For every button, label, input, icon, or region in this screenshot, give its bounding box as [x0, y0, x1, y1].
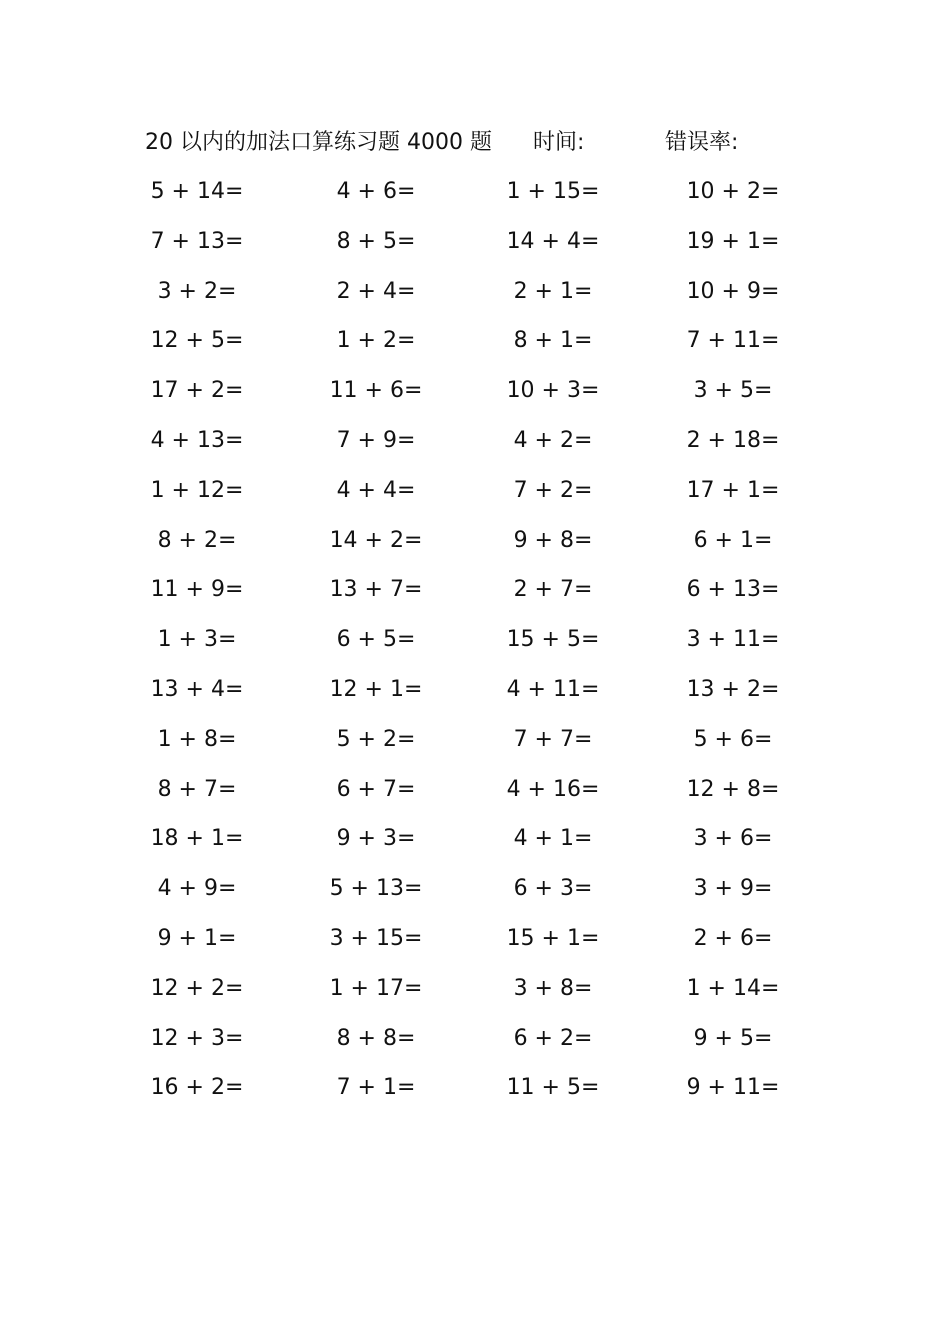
- problem-item: 3 + 2=: [157, 278, 237, 304]
- problem-item: 4 + 1=: [513, 826, 593, 852]
- problem-item: 8 + 2=: [157, 527, 237, 553]
- problem-item: 8 + 7=: [157, 776, 237, 802]
- problem-item: 6 + 1=: [693, 527, 773, 553]
- problem-item: 12 + 5=: [150, 328, 244, 354]
- problem-row: [0, 473, 950, 523]
- problem-item: 5 + 6=: [693, 726, 773, 752]
- problem-row: [0, 871, 950, 921]
- worksheet-header: [0, 126, 950, 160]
- problem-item: 10 + 2=: [686, 179, 780, 204]
- problem-item: 17 + 2=: [150, 378, 244, 404]
- problem-row: [0, 224, 950, 274]
- problem-item: 4 + 13=: [150, 427, 244, 453]
- problem-item: 11 + 5=: [506, 1075, 600, 1101]
- problem-item: 19 + 1=: [686, 228, 780, 254]
- problem-row: [0, 672, 950, 722]
- problem-item: 2 + 7=: [513, 577, 593, 603]
- time-label: 时间:: [533, 130, 585, 155]
- problem-item: 5 + 13=: [329, 876, 423, 902]
- problem-row: [0, 622, 950, 672]
- problem-item: 2 + 4=: [336, 278, 416, 304]
- problem-item: 9 + 8=: [513, 527, 593, 553]
- problem-item: 11 + 6=: [329, 378, 423, 404]
- problem-item: 8 + 5=: [336, 228, 416, 254]
- problem-item: 3 + 8=: [513, 975, 593, 1001]
- problem-item: 3 + 9=: [693, 876, 773, 902]
- problem-item: 9 + 5=: [693, 1025, 773, 1051]
- problem-item: 12 + 8=: [686, 776, 780, 802]
- error-rate-label: 错误率:: [665, 130, 739, 155]
- problem-item: 5 + 2=: [336, 726, 416, 752]
- problem-item: 1 + 17=: [329, 975, 423, 1001]
- problem-item: 9 + 1=: [157, 925, 237, 951]
- problem-row: [0, 921, 950, 971]
- problem-item: 6 + 5=: [336, 627, 416, 653]
- problem-item: 4 + 2=: [513, 427, 593, 453]
- problem-row: [0, 1021, 950, 1071]
- problem-item: 4 + 9=: [157, 876, 237, 902]
- problem-item: 7 + 9=: [336, 427, 416, 453]
- problem-item: 1 + 3=: [157, 627, 237, 653]
- problem-item: 10 + 3=: [506, 378, 600, 404]
- problem-item: 4 + 6=: [336, 179, 416, 204]
- problem-item: 7 + 2=: [513, 477, 593, 503]
- problem-row: [0, 971, 950, 1021]
- problem-row: [0, 1070, 950, 1120]
- problem-item: 8 + 1=: [513, 328, 593, 354]
- problem-item: 13 + 2=: [686, 676, 780, 702]
- problem-item: 2 + 18=: [686, 427, 780, 453]
- problem-item: 1 + 12=: [150, 477, 244, 503]
- problem-row: [0, 722, 950, 772]
- problem-item: 9 + 3=: [336, 826, 416, 852]
- problem-item: 4 + 16=: [506, 776, 600, 802]
- problem-item: 7 + 1=: [336, 1075, 416, 1101]
- problem-item: 2 + 6=: [693, 925, 773, 951]
- problem-item: 13 + 7=: [329, 577, 423, 603]
- problem-item: 5 + 14=: [150, 179, 244, 204]
- problem-row: [0, 772, 950, 822]
- problem-item: 1 + 15=: [506, 179, 600, 204]
- problem-item: 10 + 9=: [686, 278, 780, 304]
- problem-item: 12 + 2=: [150, 975, 244, 1001]
- problem-item: 12 + 3=: [150, 1025, 244, 1051]
- problem-item: 3 + 15=: [329, 925, 423, 951]
- problem-row: [0, 174, 950, 224]
- problem-item: 18 + 1=: [150, 826, 244, 852]
- problem-item: 15 + 1=: [506, 925, 600, 951]
- problem-item: 12 + 1=: [329, 676, 423, 702]
- problem-item: 3 + 6=: [693, 826, 773, 852]
- problem-item: 3 + 11=: [686, 627, 780, 653]
- problem-item: 17 + 1=: [686, 477, 780, 503]
- problem-item: 11 + 9=: [150, 577, 244, 603]
- problem-item: 6 + 13=: [686, 577, 780, 603]
- problem-row: [0, 523, 950, 573]
- problem-item: 13 + 4=: [150, 676, 244, 702]
- problem-item: 4 + 4=: [336, 477, 416, 503]
- problem-row: [0, 323, 950, 373]
- problem-item: 1 + 8=: [157, 726, 237, 752]
- problem-item: 7 + 13=: [150, 228, 244, 254]
- problem-item: 1 + 14=: [686, 975, 780, 1001]
- problem-item: 14 + 2=: [329, 527, 423, 553]
- worksheet-title: 20 以内的加法口算练习题 4000 题: [145, 130, 492, 155]
- problem-item: 8 + 8=: [336, 1025, 416, 1051]
- problem-item: 16 + 2=: [150, 1075, 244, 1101]
- problem-row: [0, 423, 950, 473]
- problem-row: [0, 821, 950, 871]
- problem-row: [0, 373, 950, 423]
- problem-item: 14 + 4=: [506, 228, 600, 254]
- problem-item: 4 + 11=: [506, 676, 600, 702]
- problem-item: 7 + 11=: [686, 328, 780, 354]
- problem-item: 6 + 3=: [513, 876, 593, 902]
- problem-item: 7 + 7=: [513, 726, 593, 752]
- problem-grid: [0, 174, 950, 1120]
- problem-row: [0, 274, 950, 324]
- problem-item: 6 + 2=: [513, 1025, 593, 1051]
- problem-item: 15 + 5=: [506, 627, 600, 653]
- problem-item: 9 + 11=: [686, 1075, 780, 1101]
- problem-item: 6 + 7=: [336, 776, 416, 802]
- problem-row: [0, 572, 950, 622]
- problem-item: 1 + 2=: [336, 328, 416, 354]
- problem-item: 2 + 1=: [513, 278, 593, 304]
- problem-item: 3 + 5=: [693, 378, 773, 404]
